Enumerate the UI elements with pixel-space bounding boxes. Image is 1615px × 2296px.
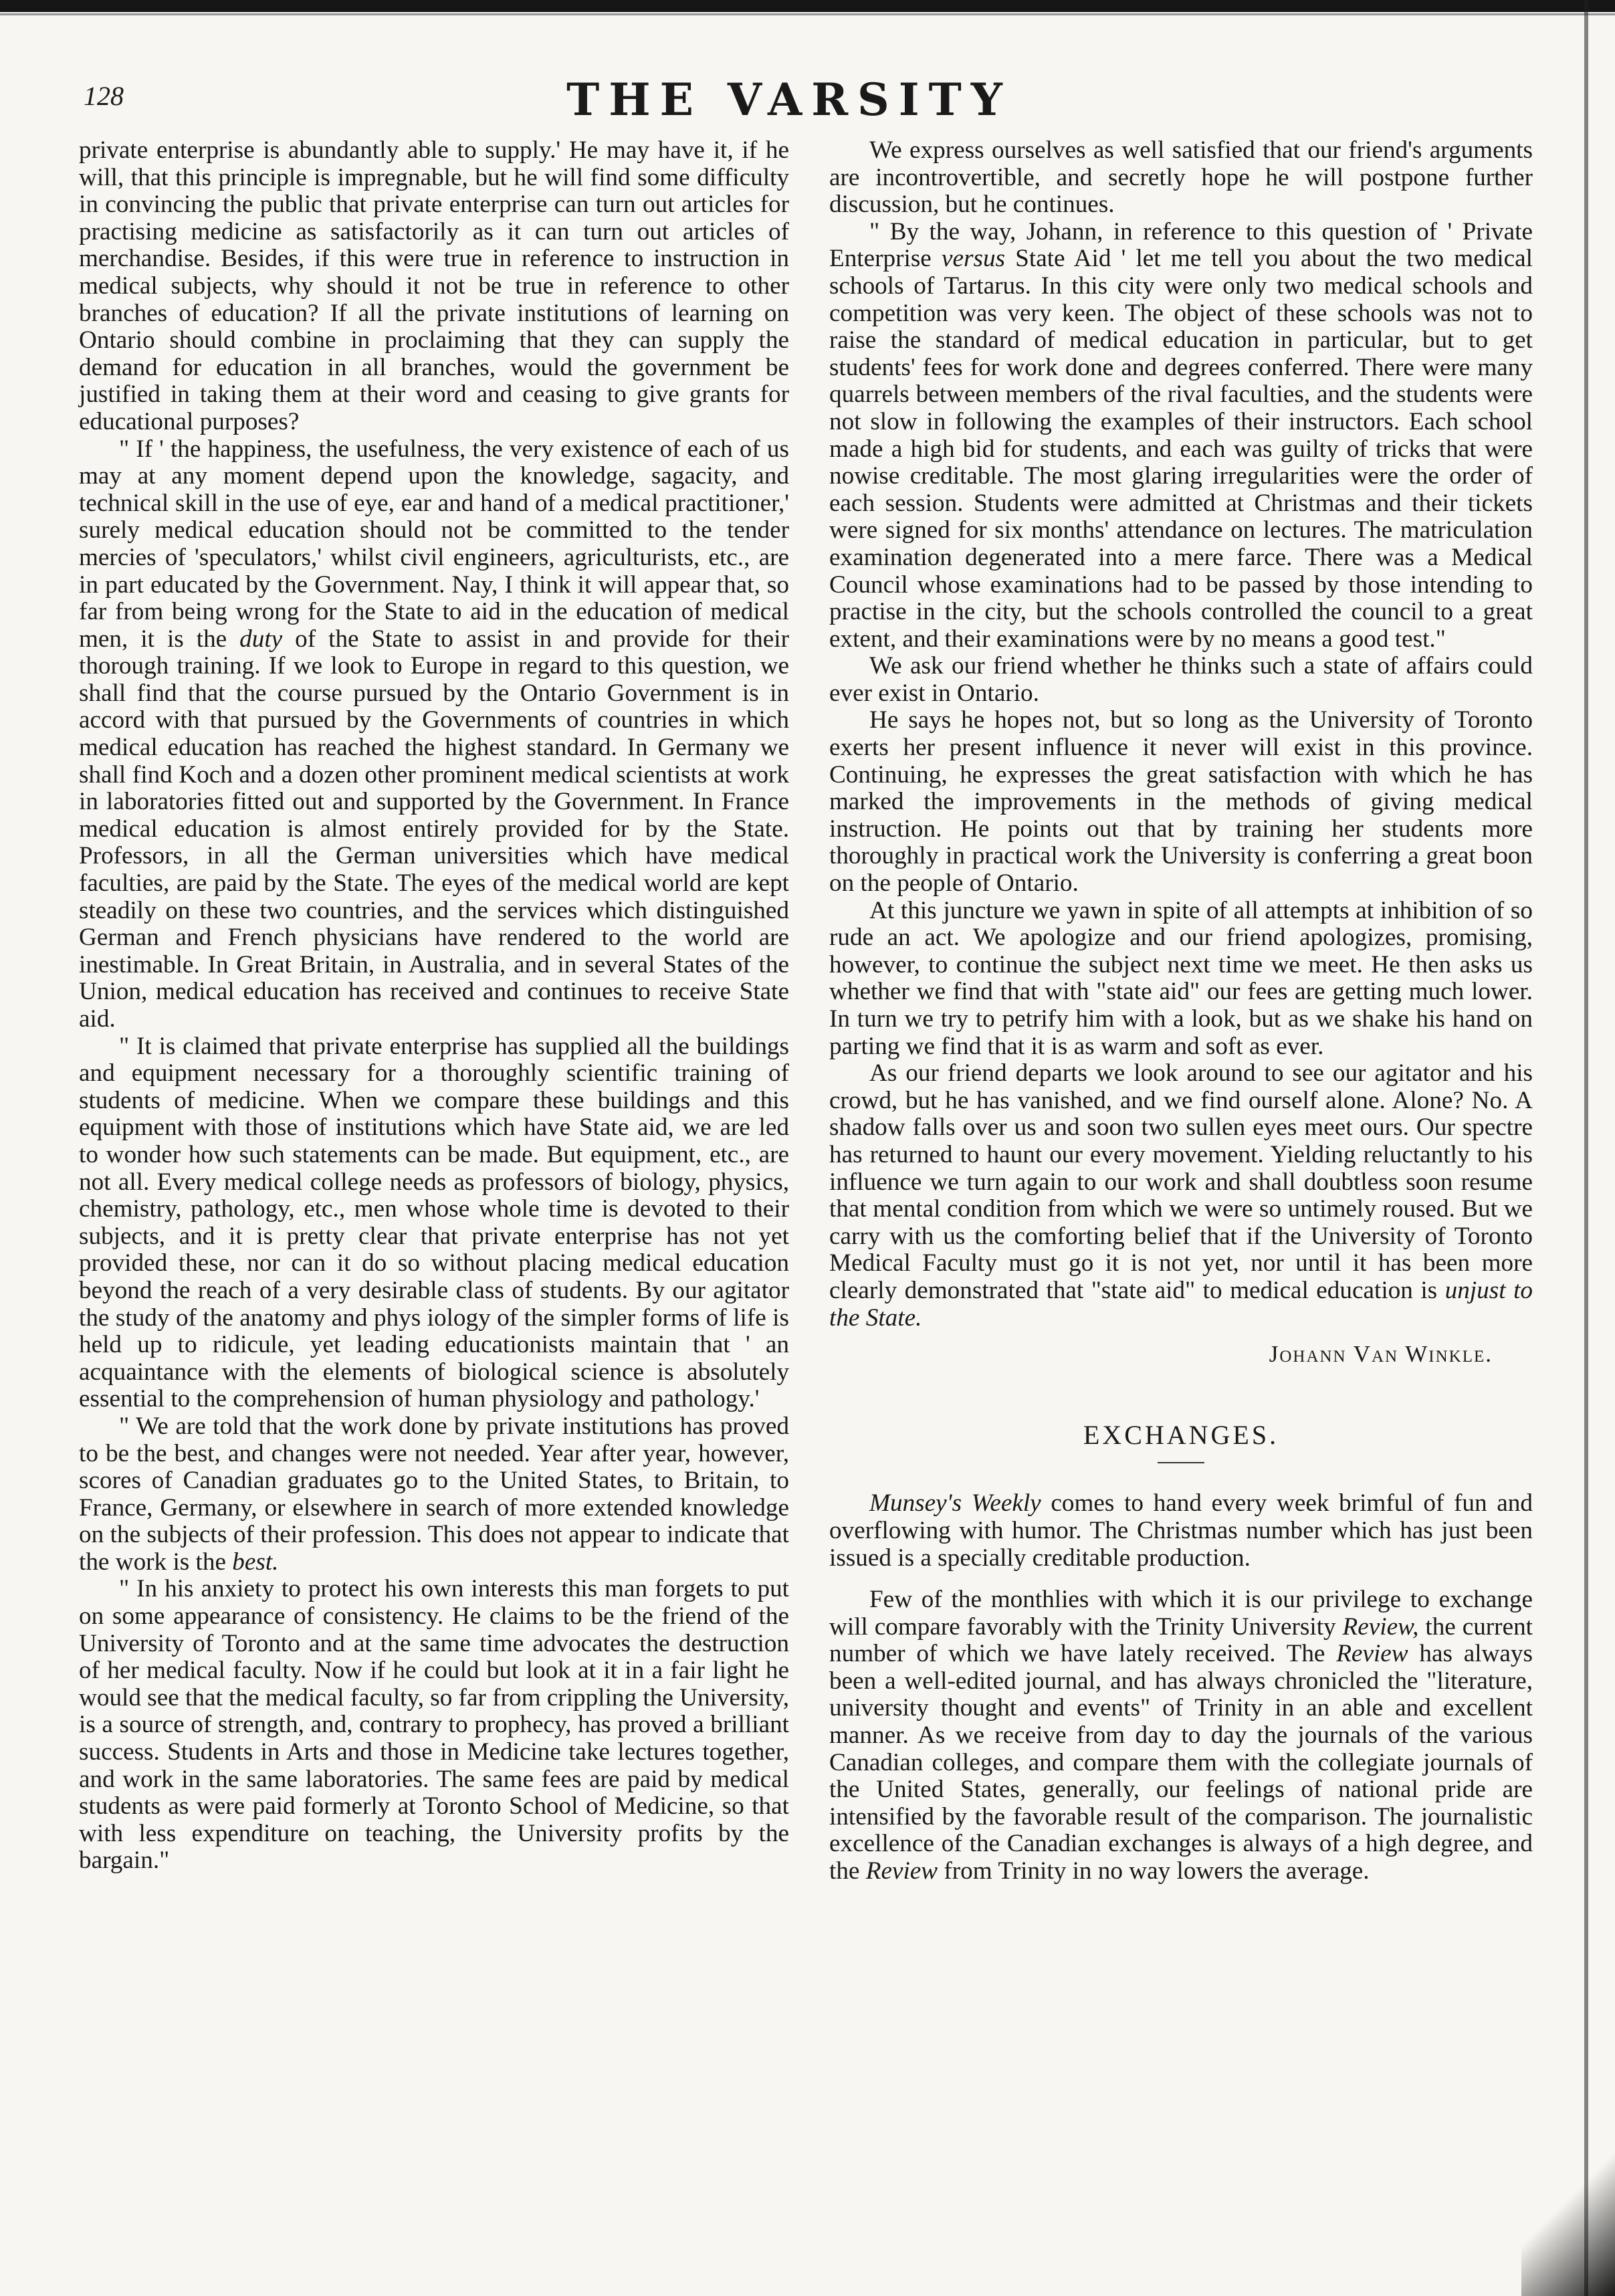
paragraph: private enterprise is abundantly able to supply.' He may have it, if he will, that this principle is impregnable, but he will find some difficulty in convincing the public that private enterprise can turn out articles for practising medicine as satisfactorily as it can turn out articles of merchandise. Besides, if this were true in reference to instruction in medical subjects, why should it not be true in reference to other branches of education? If all the private institutions of learning on Ontario should combine in proclaiming that they can supply the demand for education in all branches, would the government be justified in taking them at their word and ceasing to give grants for educational purposes? xyxy=(79,136,789,435)
right-column xyxy=(829,137,1533,1885)
top-border xyxy=(0,0,1615,12)
paragraph: Munsey's Weekly comes to hand every week brimful of fun and overflowing with humor. The Christmas number which has just been issued is a specially creditable production. xyxy=(829,1489,1533,1572)
paragraph: " If ' the happiness, the usefulness, the very existence of each of us may at any moment depend upon the knowledge, sagacity, and technical skill in the use of eye, ear and hand of a medical practitioner,' surely medical education should not be committed to the tender mercies of 'speculators,' whilst civil engineers, agriculturists, etc., are in part educated by the Government. Nay, I think it will appear that, so far from being wrong for the State to aid in the education of medical men, it is the duty of the State to assist in and provide for their thorough training. If we look to Europe in regard to this question, we shall find that the course pursued by the Ontario Government is in accord with that pursued by the Governments of countries in which medical education has reached the highest standard. In Germany we shall find Koch and a dozen other prominent medical scientists at work in laboratories fitted out and supported by the Government. In France medical education is almost entirely provided for by the State. Professors, in all the German universities which have medical faculties, are paid by the State. The eyes of the medical world are kept steadily on these two countries, and the services which distinguished German and French physicians have rendered to the world are inestimable. In Great Britain, in Australia, and in several States of the Union, medical education has received and continues to receive State aid. xyxy=(79,435,789,1033)
paragraph: We ask our friend whether he thinks such a state of affairs could ever exist in Ontario. xyxy=(829,652,1533,707)
paragraph-gap xyxy=(829,1572,1533,1586)
paragraph: " It is claimed that private enterprise has supplied all the buildings and equipment necessary for a thoroughly scientific training of students of medicine. When we compare these buildings and this equipment with those of institutions which have State aid, we are led to wonder how such statements can be made. But equipment, etc., are not all. Every medical college needs as professors of biology, physics, chemistry, pathology, etc., men whose whole time is devoted to their subjects, and it is pretty clear that private enterprise has not yet provided these, nor can it do so without placing medical education beyond the reach of a very desirable class of students. By our agitator the study of the anatomy and phys iology of the simpler forms of life is held up to ridicule, yet leading educationists maintain that ' an acquaintance with the elements of biological science is absolutely essential to the comprehension of human physiology and pathology.' xyxy=(79,1032,789,1413)
paragraph: He says he hopes not, but so long as the University of Toronto exerts her present influence it never will exist in this province. Continuing, he expresses the great satisfaction with which he has marked the improvements in the methods of giving medical instruction. He points out that by training her students more thoroughly in practical work the University is conferring a great boon on the people of Ontario. xyxy=(829,706,1533,898)
page-corner-shadow xyxy=(1521,2149,1615,2296)
top-border-line xyxy=(0,13,1615,15)
masthead-title: THE VARSITY xyxy=(566,74,1012,126)
section-heading-exchanges: EXCHANGES. xyxy=(1083,1419,1279,1450)
paragraph: " In his anxiety to protect his own interests this man forgets to put on some appearance of consistency. He claims to be the friend of the University of Toronto and at the same time advocates the destruction of her medical faculty. Now if he could but look at it in a fair light he would see that the medical faculty, so far from crippling the University, is a source of strength, and, contrary to prophecy, has proved a brilliant success. Students in Arts and those in Medicine take lectures together, and work in the same laboratories. The same fees are paid by medical students as were paid formerly at Toronto School of Medicine, so that with less expenditure on teaching, the University profits by the bargain." xyxy=(79,1575,789,1875)
paragraph: We express ourselves as well satisfied that our friend's arguments are incontrovertible, and secretly hope he will postpone further discussion, but he continues. xyxy=(829,136,1533,219)
paragraph: Few of the monthlies with which it is our privilege to exchange will compare favorably with the Trinity University Review, the current number of which we have lately received. The Review has always been a well-edited journal, and has always chronicled the "literature, university thought and events" of Trinity in an able and excellent manner. As we receive from day to day the journals of the various Canadian colleges, and compare them with the collegiate journals of the United States, generally, our feelings of national pride are intensified by the favorable result of the comparison. The journalistic excellence of the Canadian exchanges is always of a high degree, and the Review from Trinity in no way lowers the average. xyxy=(829,1586,1533,1885)
paragraph: At this juncture we yawn in spite of all attempts at inhibition of so rude an act. We apologize and our friend apologizes, promising, however, to continue the subject next time we meet. He then asks us whether we find that with "state aid" our fees are getting much lower. In turn we try to petrify him with a look, but as we shake his hand on parting we find that it is as warm and soft as ever. xyxy=(829,896,1533,1060)
page-number: 128 xyxy=(84,81,124,111)
author-signature: Johann Van Winkle. xyxy=(1269,1341,1493,1368)
paragraph: " By the way, Johann, in reference to this question of ' Private Enterprise versus State Aid ' let me tell you about the two medical schools of Tartarus. In this city were only two medical schools and competition was very keen. The object of these schools was not to raise the standard of medical education in particular, but to get students' fees for work done and degrees conferred. There were many quarrels between members of the rival faculties, and the students were not slow in following the examples of their instructors. Each school made a high bid for students, and each was guilty of tricks that were nowise creditable. The most glaring irregularities were the order of each session. Students were admitted at Christmas and their tickets were signed for six months' attendance on lectures. The matriculation examination degenerated into a mere farce. There was a Medical Council whose examinations had to be passed by those intending to practise in the city, but the schools controlled the council to a great extent, and their examinations were by no means a good test." xyxy=(829,217,1533,653)
paragraph: " We are told that the work done by private institutions has proved to be the best, and changes were not needed. Year after year, however, scores of Canadian graduates go to the United States, to Britain, to France, Germany, or elsewhere in search of more extended knowledge on the subjects of their profession. This does not appear to indicate that the work is the best. xyxy=(79,1412,789,1576)
section-divider xyxy=(1158,1462,1204,1463)
page-edge-shadow xyxy=(1584,0,1588,2296)
page-header xyxy=(80,74,1498,134)
left-column xyxy=(79,137,789,1875)
paragraph: As our friend departs we look around to see our agitator and his crowd, but he has vanished, and we find ourself alone. Alone? No. A shadow falls over us and soon two sullen eyes meet ours. Our spectre has returned to haunt our every movement. Yielding reluctantly to his influence we turn again to our work and shall doubtless soon resume that mental condition from which we were so untimely roused. But we carry with us the comforting belief that if the University of Toronto Medical Faculty must go it is not yet, nor until it has been more clearly demonstrated that "state aid" to medical education is unjust to the State. xyxy=(829,1059,1533,1332)
